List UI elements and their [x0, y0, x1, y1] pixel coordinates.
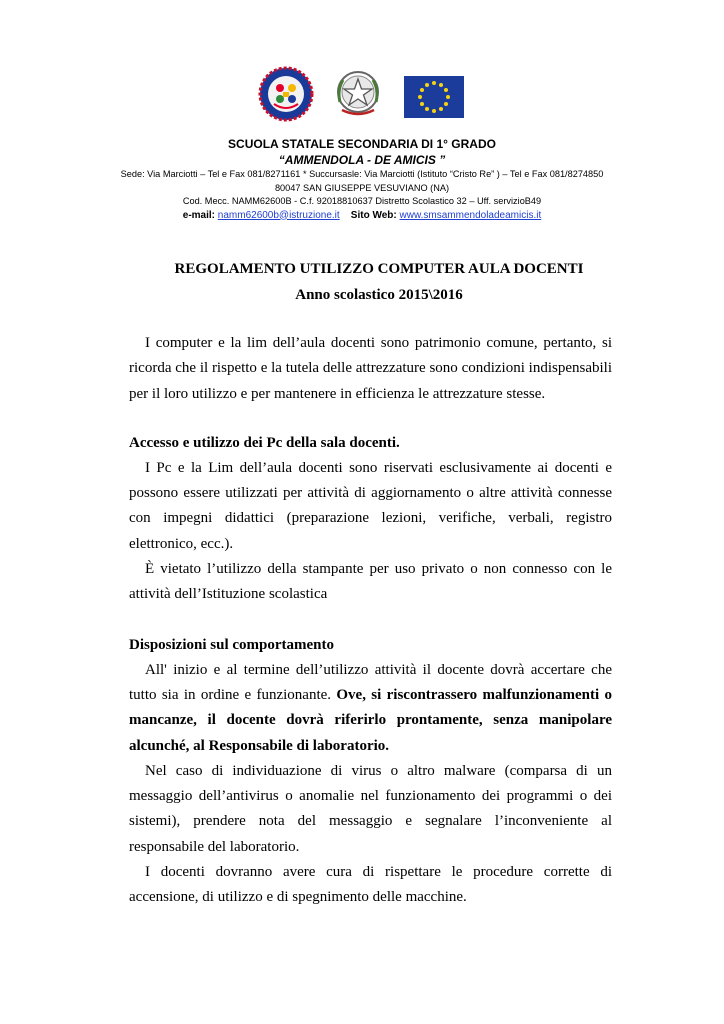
- school-codes: Cod. Mecc. NAMM62600B - C.f. 92018810637 Distretto Scolastico 32 – Uff. servizioB49: [182, 196, 542, 206]
- school-city: 80047 SAN GIUSEPPE VESUVIANO (NA): [274, 182, 450, 193]
- behavior-paragraph: [129, 658, 612, 759]
- school-addresses: Sede: Via Marciotti – Tel e Fax 081/8271161 * Succursasle: Via Marciotti (Istituto “Cristo Re” ) – Tel e Fax 081/8274850: [120, 169, 604, 179]
- intro-paragraph: I computer e la lim dell’aula docenti sono patrimonio comune, pertanto, si ricorda che il rispetto e la tutela delle attrezzature sono condizioni indispensabili per il loro utilizzo e per mantenere in efficienza le attrezzature stesse.: [129, 335, 612, 402]
- printer-paragraph: È vietato l’utilizzo della stampante per uso privato o non connesso con le attività dell’Istituzione scolastica: [129, 561, 612, 603]
- eu-flag-icon: [404, 76, 464, 118]
- email-label: e-mail:: [182, 209, 215, 221]
- section-heading-access: Accesso e utilizzo dei Pc della sala docenti.: [129, 434, 400, 451]
- school-header: [0, 137, 724, 222]
- procedures-paragraph: I docenti dovranno avere cura di rispettare le procedure corrette di accensione, di utilizzo e di spegnimento delle macchine.: [129, 864, 612, 906]
- behavior-bold-text: Ove, si riscontrassero malfunzionamenti o mancanze, il docente dovrà riferirlo prontamente, senza manipolare alcunché, al Responsabile di laboratorio.: [129, 686, 612, 754]
- school-year: Anno scolastico 2015\2016: [295, 287, 463, 303]
- school-emblem-icon: [258, 66, 314, 122]
- school-name: “AMMENDOLA - DE AMICIS ”: [278, 153, 446, 167]
- behavior-text: All' inizio e al termine dell’utilizzo attività il docente dovrà accertare che tutto sia in ordine e funzionante.: [129, 661, 612, 703]
- section-heading-behavior: Disposizioni sul comportamento: [129, 636, 335, 653]
- access-paragraph: I Pc e la Lim dell’aula docenti sono riservati esclusivamente ai docenti e possono essere utilizzati per attività di aggiornamento o altre attività connesse con impegni didattici (preparazione lezioni, verifiche, verbali, registro elettronico, ecc.).: [129, 459, 612, 552]
- logo-bar: [0, 66, 724, 122]
- document-title: REGOLAMENTO UTILIZZO COMPUTER AULA DOCENTI: [174, 261, 584, 277]
- republic-emblem-icon: [332, 66, 384, 122]
- email-link[interactable]: namm62600b@istruzione.it: [217, 209, 340, 221]
- virus-paragraph: Nel caso di individuazione di virus o altro malware (comparsa di un messaggio dell’antivirus o anomalie nel funzionamento dei programmi o dei sistemi), prendere nota del messaggio e segnalare l’inconveniente al responsabile del laboratorio.: [129, 762, 612, 855]
- contact-line: [0, 209, 724, 222]
- website-link[interactable]: www.smsammendoladeamicis.it: [399, 209, 542, 221]
- school-type: SCUOLA STATALE SECONDARIA DI 1° GRADO: [228, 137, 496, 151]
- document-body: [129, 331, 612, 911]
- site-label: Sito Web:: [350, 209, 397, 221]
